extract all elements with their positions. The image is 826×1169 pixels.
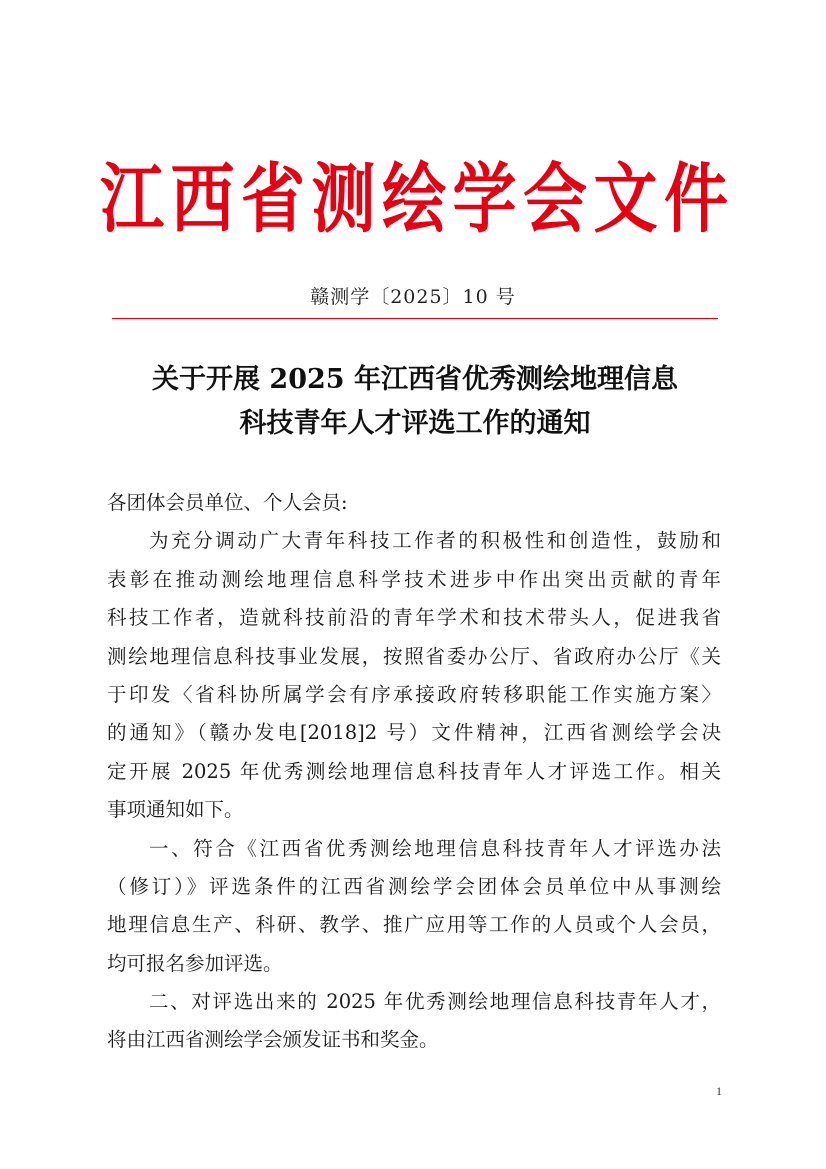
body-line: 将由江西省测绘学会颁发证书和奖金。 <box>107 1028 439 1052</box>
body-line: 二、对评选出来的 2025 年优秀测绘地理信息科技青年人才， <box>149 990 721 1014</box>
document-title <box>100 358 730 446</box>
masthead-char: 件 <box>664 155 730 244</box>
body-line: 于印发〈省科协所属学会有序承接政府转移职能工作实施方案〉 <box>107 682 721 706</box>
title-line-1: 关于开展 2025 年江西省优秀测绘地理信息 <box>152 364 678 395</box>
masthead-char: 江 <box>100 155 166 244</box>
body-line: 均可报名参加评选。 <box>107 951 283 975</box>
body-line: 测绘地理信息科技事业发展，按照省委办公厅、省政府办公厅《关 <box>107 644 721 668</box>
document-masthead <box>100 155 730 244</box>
salutation: 各团体会员单位、个人会员: <box>107 491 348 514</box>
body-line: 事项通知如下。 <box>107 798 244 822</box>
masthead-char: 西 <box>170 155 237 244</box>
body-line: 一、符合《江西省优秀测绘地理信息科技青年人才评选办法 <box>149 836 721 860</box>
document-body <box>107 484 721 1060</box>
body-line: 为充分调动广大青年科技工作者的积极性和创造性，鼓励和 <box>149 529 721 553</box>
masthead-char: 绘 <box>382 155 448 244</box>
body-line: （修订）》评选条件的江西省测绘学会团体会员单位中从事测绘 <box>107 874 721 898</box>
body-line: 的通知》（赣办发电[2018]2 号）文件精神，江西省测绘学会决 <box>107 721 721 745</box>
title-line-2: 科技青年人才评选工作的通知 <box>239 408 591 439</box>
body-line: 地理信息生产、科研、教学、推广应用等工作的人员或个人会员， <box>107 913 721 937</box>
page-number: 1 <box>716 1084 722 1098</box>
red-divider <box>112 318 718 319</box>
masthead-char: 测 <box>311 155 378 244</box>
masthead-char: 省 <box>241 155 307 244</box>
body-line: 科技工作者，造就科技前沿的青年学术和技术带头人，促进我省 <box>107 606 721 630</box>
body-line: 定开展 2025 年优秀测绘地理信息科技青年人才评选工作。相关 <box>107 759 721 783</box>
masthead-char: 文 <box>593 155 660 244</box>
masthead-char: 学 <box>452 155 519 244</box>
masthead-char: 会 <box>523 155 589 244</box>
body-line: 表彰在推动测绘地理信息科学技术进步中作出突出贡献的青年 <box>107 567 721 591</box>
document-number: 赣测学〔2025〕10 号 <box>310 286 516 308</box>
